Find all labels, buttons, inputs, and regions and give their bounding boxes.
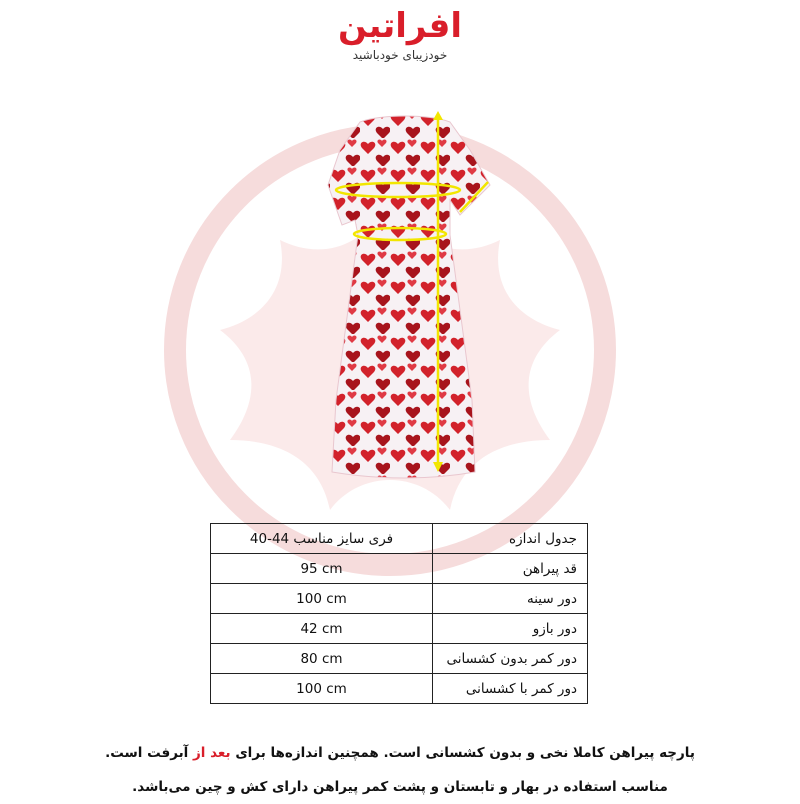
brand-name: افراتین: [338, 6, 462, 46]
dress-image: [300, 110, 510, 490]
table-row: [211, 674, 588, 704]
description-text: آبرفت است.: [105, 745, 189, 761]
size-table-header-value: فری سایز مناسب 44-40: [211, 524, 433, 554]
row-label: دور سینه: [433, 584, 588, 614]
description-line-1: [40, 736, 760, 770]
table-row: [211, 644, 588, 674]
row-label: دور کمر بدون کشسانی: [433, 644, 588, 674]
row-value: 100 cm: [211, 584, 433, 614]
size-table: [210, 523, 588, 704]
description-highlight: بعد از: [193, 745, 231, 761]
brand-slogan: خودزیبای خودباشید: [352, 48, 448, 62]
description-line-2: مناسب استفاده در بهار و تابستان و پشت کمر پیراهن دارای کش و چین می‌باشد.: [132, 779, 668, 795]
row-value: 100 cm: [211, 674, 433, 704]
row-label: قد پیراهن: [433, 554, 588, 584]
table-row: [211, 524, 588, 554]
table-row: [211, 584, 588, 614]
row-label: دور کمر با کشسانی: [433, 674, 588, 704]
size-table-header-label: جدول اندازه: [433, 524, 588, 554]
row-value: 80 cm: [211, 644, 433, 674]
row-value: 95 cm: [211, 554, 433, 584]
row-label: دور بازو: [433, 614, 588, 644]
table-row: [211, 614, 588, 644]
row-value: 42 cm: [211, 614, 433, 644]
description-text: پارچه پیراهن کاملا نخی و بدون کشسانی است. همچنین اندازه‌ها برای: [235, 745, 695, 761]
brand-logo: [300, 6, 500, 62]
product-description: [40, 736, 760, 804]
table-row: [211, 554, 588, 584]
